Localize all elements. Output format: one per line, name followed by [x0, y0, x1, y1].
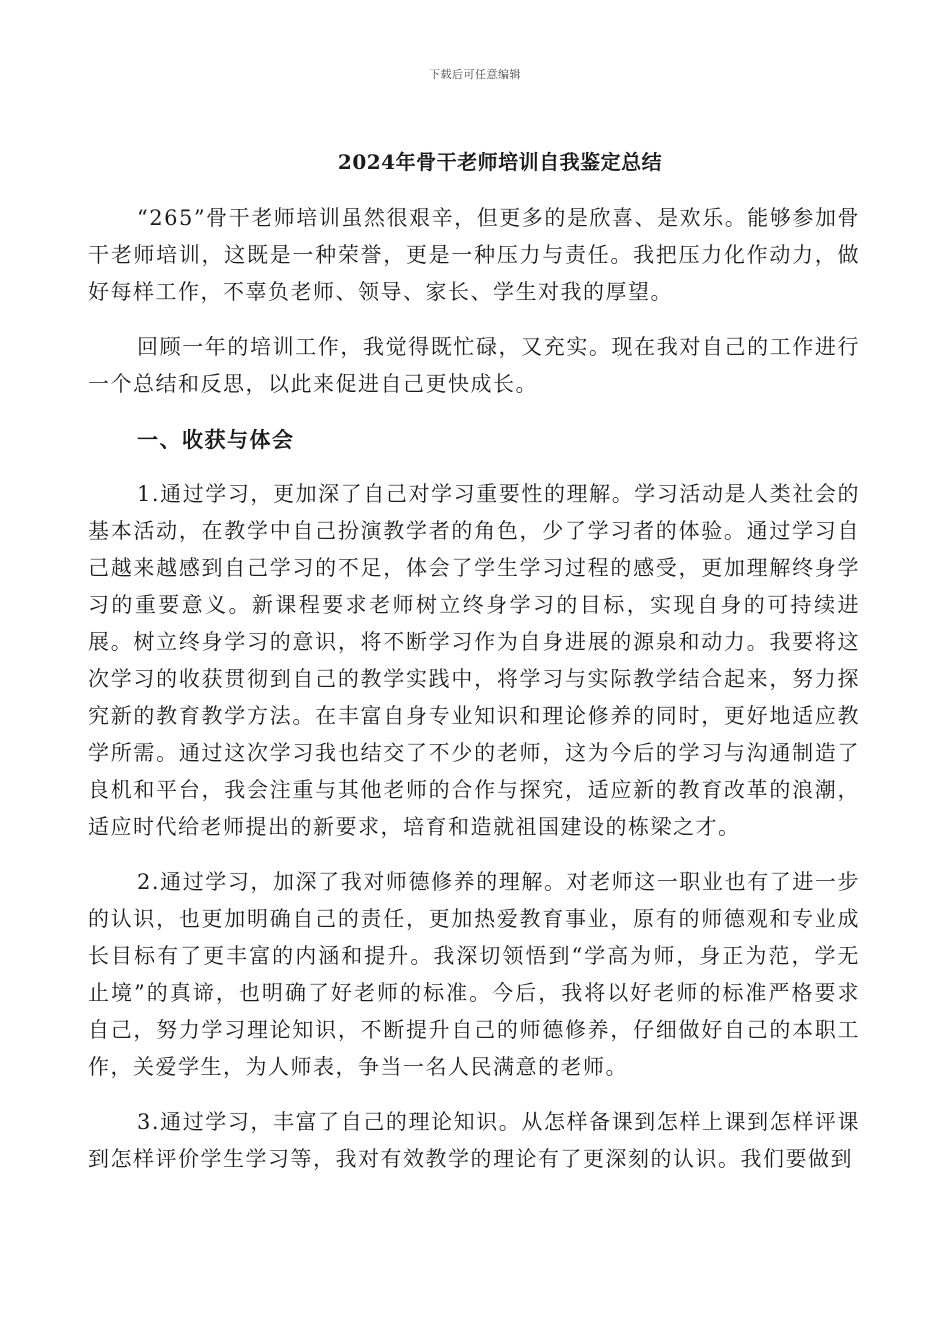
- section-heading: 一、收获与体会: [137, 427, 295, 452]
- intro-paragraph-1: “265”骨干老师培训虽然很艰辛，但更多的是欣喜、是欢乐。能够参加骨干老师培训，这既是一种荣誉，更是一种压力与责任。我把压力化作动力，做好每样工作，不辜负老师、领导、家长、学生对我的厚望。: [88, 206, 860, 304]
- intro-paragraph-2: 回顾一年的培训工作，我觉得既忙碌，又充实。现在我对自己的工作进行一个总结和反思，以此来促进自己更快成长。: [88, 335, 860, 396]
- document-title: 2024年骨干老师培训自我鉴定总结: [337, 150, 663, 174]
- document-body: [88, 200, 860, 1178]
- section-paragraph-2: 2.通过学习，加深了我对师德修养的理解。对老师这一职业也有了进一步的认识，也更加明确自己的责任，更加热爱教育事业，原有的师德观和专业成长目标有了更丰富的内涵和提升。我深切领悟到“学高为师，身正为范，学无止境”的真谛，也明确了好老师的标准。今后，我将以好老师的标准严格要求自己，努力学习理论知识，不断提升自己的师德修养，仔细做好自己的本职工作，关爱学生，为人师表，争当一名人民满意的老师。: [88, 870, 860, 1079]
- header-note: 下载后可任意编辑: [429, 68, 521, 81]
- section-paragraph-3: 3.通过学习，丰富了自己的理论知识。从怎样备课到怎样上课到怎样评课到怎样评价学生学习等，我对有效教学的理论有了更深刻的认识。我们要做到: [88, 1110, 860, 1171]
- section-paragraph-1: 1.通过学习，更加深了自己对学习重要性的理解。学习活动是人类社会的基本活动，在教学中自己扮演教学者的角色，少了学习者的体验。通过学习自己越来越感到自己学习的不足，体会了学生学习过程的感受，更加理解终身学习的重要意义。新课程要求老师树立终身学习的目标，实现自身的可持续进展。树立终身学习的意识，将不断学习作为自身进展的源泉和动力。我要将这次学习的收获贯彻到自己的教学实践中，将学习与实际教学结合起来，努力探究新的教育教学方法。在丰富自身专业知识和理论修养的同时，更好地适应教学所需。通过这次学习我也结交了不少的老师，这为今后的学习与沟通制造了良机和平台，我会注重与其他老师的合作与探究，适应新的教育改革的浪潮，适应时代给老师提出的新要求，培育和造就祖国建设的栋梁之才。: [88, 482, 860, 839]
